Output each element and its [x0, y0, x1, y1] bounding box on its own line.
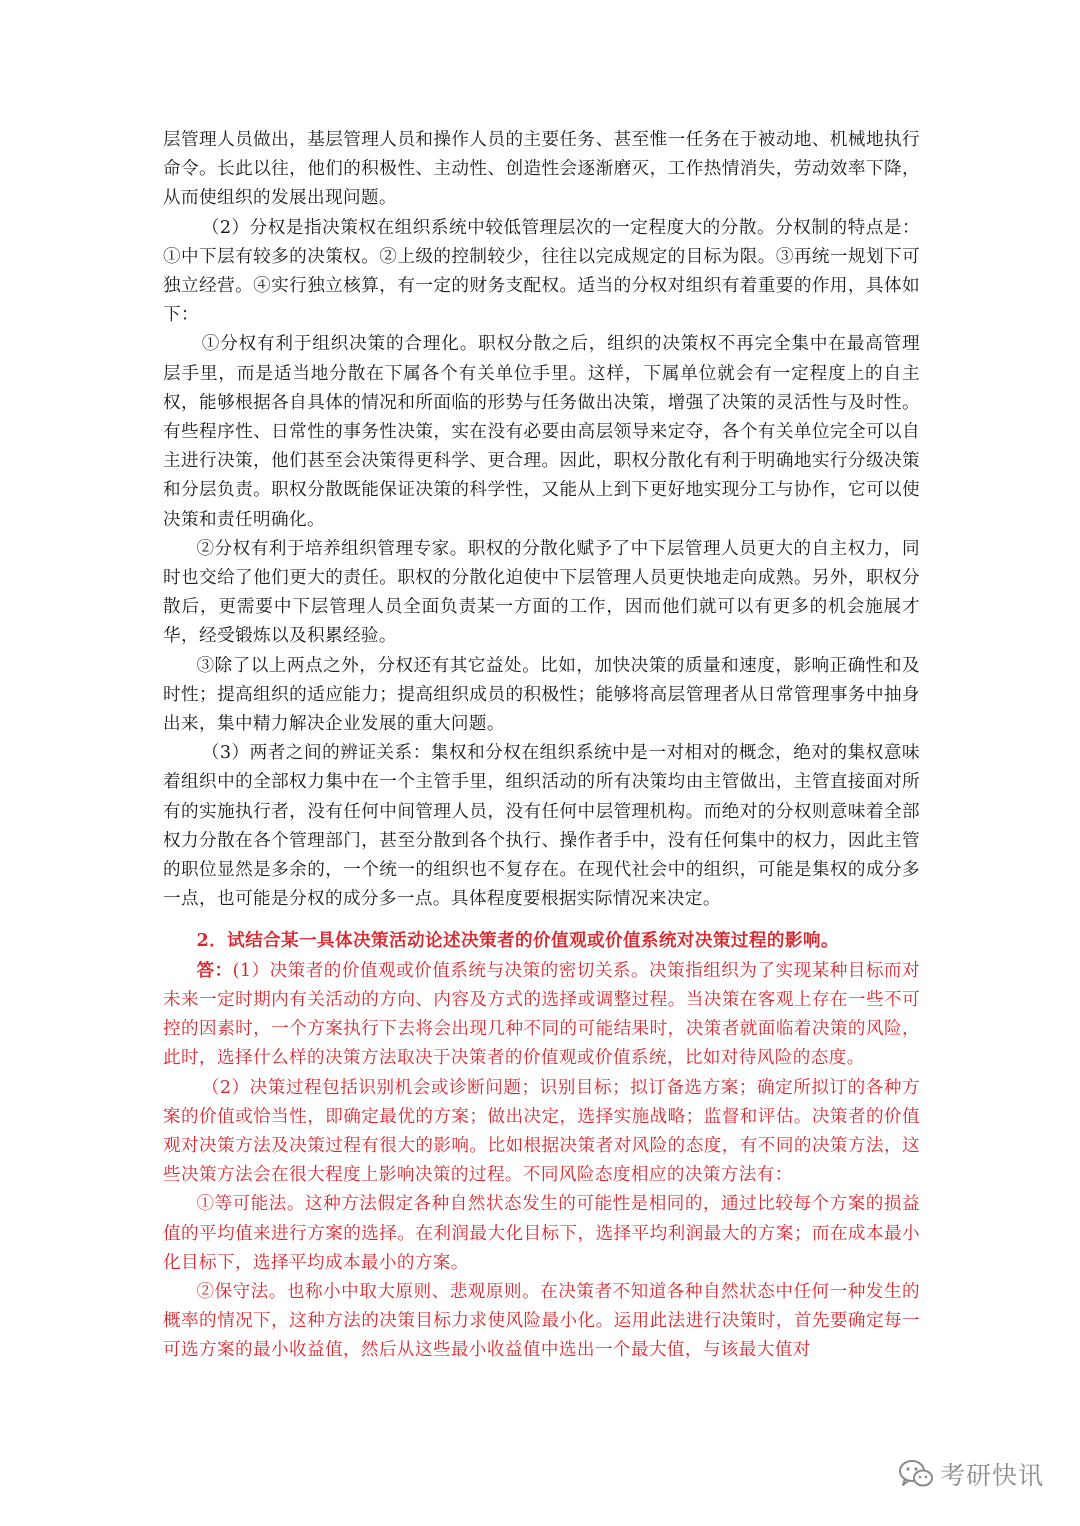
watermark — [898, 1456, 1044, 1492]
answer-text-1: (1）决策者的价值观或价值系统与决策的密切关系。决策指组织为了实现某种目标而对未来一定时期内有关活动的方向、内容及方式的选择或调整过程。当决策在客观上存在一些不可控的因素时，一个方案执行下去将会出现几种不同的可能结果时，决策者就面临着决策的风险，此时，选择什么样的决策方法取决于决策者的价值观或价值系统，比如对待风险的态度。 — [163, 960, 920, 1069]
paragraph-benefit-other: ③除了以上两点之外，分权还有其它益处。比如，加快决策的质量和速度，影响正确性和及时性；提高组织的适应能力；提高组织成员的积极性；能够将高层管理者从日常管理事务中抽身出来，集中精力解决企业发展的重大问题。 — [163, 655, 920, 735]
answer-paragraph-2: （2）决策过程包括识别机会或诊断问题；识别目标；拟订备选方案；确定所拟订的各种方案的价值或恰当性，即确定最优的方案；做出决定，选择实施战略；监督和评估。决策者的价值观对决策方法及决策过程有很大的影响。比如根据决策者对风险的态度，有不同的决策方法，这些决策方法会在很大程度上影响决策的过程。不同风险态度相应的决策方法有： — [163, 1077, 920, 1186]
watermark-text: 考研快讯 — [940, 1461, 1045, 1490]
answer-paragraph-3: ①等可能法。这种方法假定各种自然状态发生的可能性是相同的，通过比较每个方案的损益值的平均值来进行方案的选择。在利润最大化目标下，选择平均利润最大的方案；而在成本最小化目标下，选择平均成本最小的方案。 — [163, 1194, 920, 1273]
answer-paragraph-4: ②保守法。也称小中取大原则、悲观原则。在决策者不知道各种自然状态中任何一种发生的概率的情况下，这种方法的决策目标力求使风险最小化。运用此法进行决策时，首先要确定每一可选方案的最小收益值，然后从这些最小收益值中选出一个最大值，与该最大值对 — [163, 1281, 920, 1361]
document-page — [163, 126, 920, 1366]
answer-paragraph-1 — [163, 956, 920, 1074]
paragraph-continuation: 层管理人员做出，基层管理人员和操作人员的主要任务、甚至惟一任务在于被动地、机械地执行命令。长此以往，他们的积极性、主动性、创造性会逐渐磨灭，工作热情消失，劳动效率下降，从而使组织的发展出现问题。 — [163, 130, 920, 209]
wechat-icon — [898, 1459, 934, 1489]
paragraph-benefit-rational-decision: ①分权有利于组织决策的合理化。职权分散之后，组织的决策权不再完全集中在最高管理层手里，而是适当地分散在下属各个有关单位手里。这样，下属单位就会有一定程度上的自主权，能够根据各自具体的情况和所面临的形势与任务做出决策，增强了决策的灵活性与及时性。有些程序性、日常性的事务性决策，实在没有必要由高层领导来定夺，各个有关单位完全可以自主进行决策，他们甚至会决策得更科学、更合理。因此，职权分散化有利于明确地实行分级决策和分层负责。职权分散既能保证决策的科学性，又能从上到下更好地实现分工与协作，它可以使决策和责任明确化。 — [163, 334, 920, 530]
paragraph-dialectical-relation: （3）两者之间的辨证关系：集权和分权在组织系统中是一对相对的概念，绝对的集权意味着组织中的全部权力集中在一个主管手里，组织活动的所有决策均由主管做出，主管直接面对所有的实施执行者，没有任何中间管理人员，没有任何中层管理机构。而绝对的分权则意味着全部权力分散在各个管理部门，甚至分散到各个执行、操作者手中，没有任何集中的权力，因此主管的职位显然是多余的，一个统一的组织也不复存在。在现代社会中的组织，可能是集权的成分多一点，也可能是分权的成分多一点。具体程度要根据实际情况来决定。 — [163, 743, 920, 910]
question-heading: 2．试结合某一具体决策活动论述决策者的价值观或价值系统对决策过程的影响。 — [196, 930, 839, 952]
answer-label: 答： — [196, 959, 233, 981]
paragraph-benefit-management-experts: ②分权有利于培养组织管理专家。职权的分散化赋予了中下层管理人员更大的自主权力，同时也交给了他们更大的责任。职权的分散化迫使中下层管理人员更快地走向成熟。另外，职权分散后，更需要中下层管理人员全面负责某一方面的工作，因而他们就可以有更多的机会施展才华，经受锻炼以及积累经验。 — [163, 538, 920, 647]
paragraph-decentralization-definition: （2）分权是指决策权在组织系统中较低管理层次的一定程度大的分散。分权制的特点是：①中下层有较多的决策权。②上级的控制较少，往往以完成规定的目标为限。③再统一规划下可独立经营。④实行独立核算，有一定的财务支配权。适当的分权对组织有着重要的作用，具体如下： — [163, 217, 920, 326]
